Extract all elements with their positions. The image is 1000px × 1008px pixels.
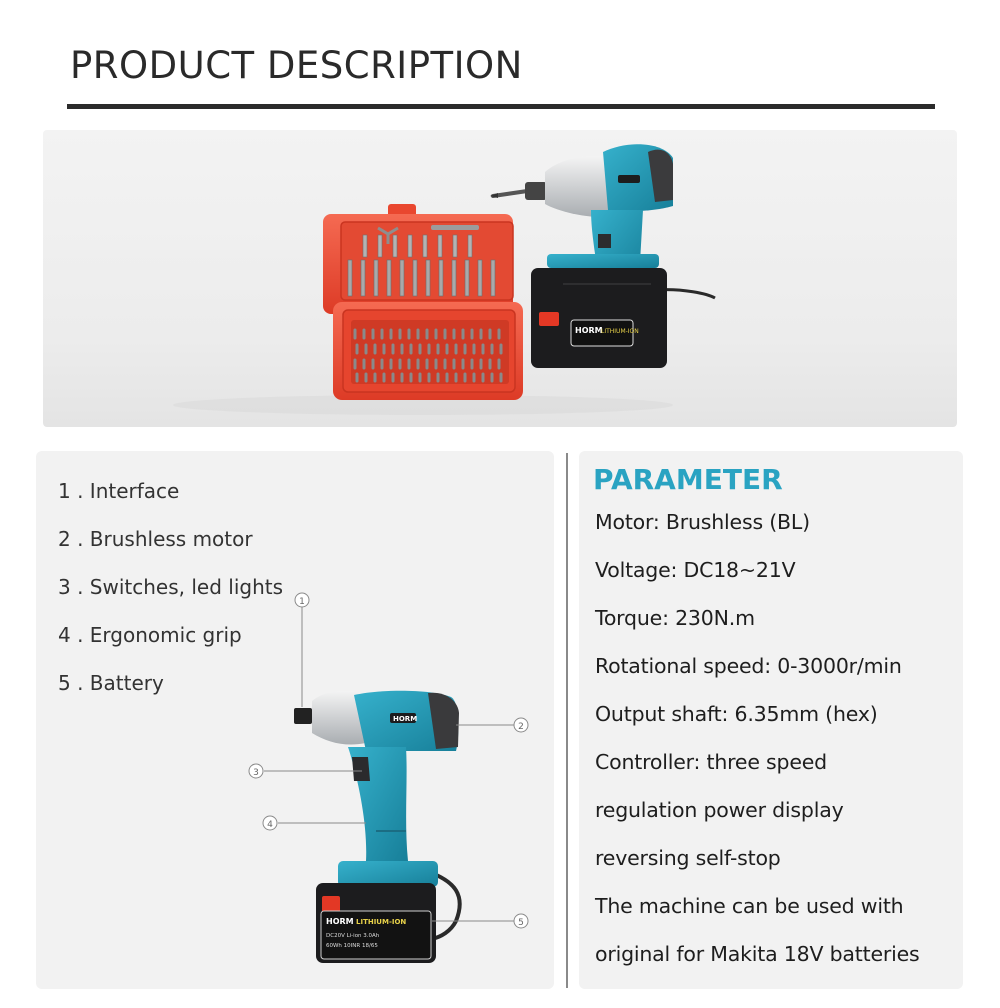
callout-5 — [514, 914, 528, 928]
feature-item: 3 . Switches, led lights — [58, 575, 284, 599]
bit-case — [323, 204, 523, 400]
diagram-battery-brand: HORM — [326, 917, 354, 926]
callout-4 — [263, 816, 277, 830]
svg-text:3: 3 — [253, 768, 259, 778]
hero-impact-driver — [490, 144, 715, 368]
parameter-line: Torque: 230N.m — [595, 606, 755, 630]
callout-3 — [249, 764, 263, 778]
svg-text:2: 2 — [518, 722, 524, 732]
svg-text:5: 5 — [518, 918, 524, 928]
parameter-line: Output shaft: 6.35mm (hex) — [595, 702, 878, 726]
page-title: PRODUCT DESCRIPTION — [70, 44, 523, 87]
callout-1 — [295, 593, 309, 607]
feature-item: 5 . Battery — [58, 671, 164, 695]
feature-item: 1 . Interface — [58, 479, 180, 503]
feature-item: 2 . Brushless motor — [58, 527, 253, 551]
hero-battery-type: LITHIUM-ION — [601, 328, 639, 335]
parameter-title: PARAMETER — [593, 463, 783, 496]
parameter-line: Motor: Brushless (BL) — [595, 510, 810, 534]
product-photo-illustration — [43, 130, 957, 427]
parameter-line: Voltage: DC18~21V — [595, 558, 796, 582]
parameter-line: original for Makita 18V batteries — [595, 942, 920, 966]
parameter-line: regulation power display — [595, 798, 844, 822]
features-panel — [36, 451, 554, 989]
driver-diagram — [36, 451, 554, 989]
parameter-line: Rotational speed: 0-3000r/min — [595, 654, 902, 678]
diagram-impact-driver — [294, 691, 460, 963]
diagram-battery-spec-1: DC20V Li-ion 3.0Ah — [326, 933, 380, 939]
diagram-battery-type: LITHIUM-ION — [356, 918, 407, 926]
svg-text:1: 1 — [299, 597, 305, 607]
feature-item: 4 . Ergonomic grip — [58, 623, 242, 647]
hero-battery-brand: HORM — [575, 326, 603, 335]
parameter-panel — [579, 451, 963, 989]
parameter-line: The machine can be used with — [595, 894, 904, 918]
parameter-line: reversing self-stop — [595, 846, 781, 870]
parameter-line: Controller: three speed — [595, 750, 827, 774]
diagram-battery-spec-2: 60Wh 10INR 18/65 — [326, 943, 378, 949]
product-photo — [43, 130, 957, 427]
parameter-list — [595, 507, 919, 987]
svg-text:4: 4 — [267, 820, 273, 830]
callout-2 — [514, 718, 528, 732]
title-underline — [67, 104, 935, 109]
diagram-tool-brand: HORM — [393, 715, 418, 723]
panel-divider — [566, 453, 568, 988]
